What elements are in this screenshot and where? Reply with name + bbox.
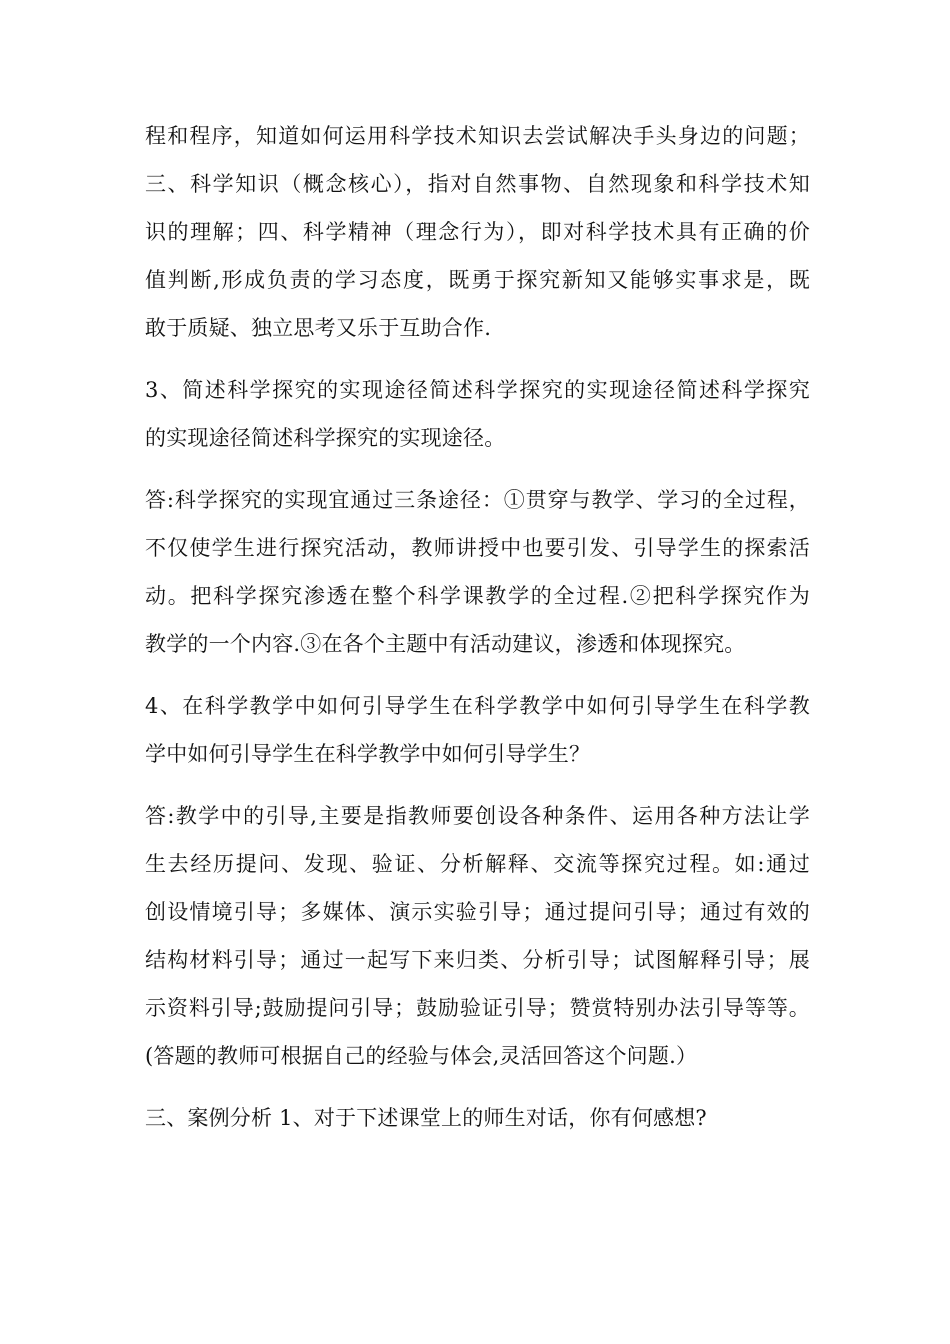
text-line: 敢于质疑、独立思考又乐于互助合作. bbox=[145, 316, 492, 340]
text-line: 识的理解；四、科学精神（理念行为），即对科学技术具有正确的价 bbox=[145, 220, 810, 244]
text-line: (答题的教师可根据自己的经验与体会,灵活回答这个问题.） bbox=[145, 1044, 698, 1068]
text-line: 的实现途径简述科学探究的实现途径。 bbox=[145, 426, 506, 450]
text-line: 动。把科学探究渗透在整个科学课教学的全过程.②把科学探究作为 bbox=[145, 584, 810, 608]
document-body bbox=[145, 112, 810, 1142]
section-case-analysis bbox=[145, 1094, 810, 1142]
text-line: 4、在科学教学中如何引导学生在科学教学中如何引导学生在科学教 bbox=[145, 694, 810, 718]
text-line: 创设情境引导；多媒体、演示实验引导；通过提问引导；通过有效的 bbox=[145, 900, 810, 924]
text-line: 三、案例分析 1、对于下述课堂上的师生对话，你有何感想? bbox=[145, 1106, 707, 1130]
text-line: 示资料引导;鼓励提问引导；鼓励验证引导；赞赏特别办法引导等等。 bbox=[145, 996, 810, 1020]
text-line: 教学的一个内容.③在各个主题中有活动建议，渗透和体现探究。 bbox=[145, 632, 746, 656]
text-line: 学中如何引导学生在科学教学中如何引导学生？ bbox=[145, 742, 591, 766]
text-line: 三、科学知识（概念核心），指对自然事物、自然现象和科学技术知 bbox=[145, 172, 810, 196]
answer-3 bbox=[145, 476, 810, 668]
text-line: 生去经历提问、发现、验证、分析解释、交流等探究过程。如:通过 bbox=[145, 852, 810, 876]
text-line: 结构材料引导；通过一起写下来归类、分析引导；试图解释引导；展 bbox=[145, 948, 810, 972]
answer-4 bbox=[145, 792, 810, 1080]
question-3 bbox=[145, 366, 810, 462]
question-4 bbox=[145, 682, 810, 778]
text-line: 程和程序，知道如何运用科学技术知识去尝试解决手头身边的问题； bbox=[145, 124, 810, 148]
text-line: 值判断,形成负责的学习态度，既勇于探究新知又能够实事求是，既 bbox=[145, 268, 810, 292]
text-line: 答:科学探究的实现宜通过三条途径：①贯穿与教学、学习的全过程， bbox=[145, 488, 810, 512]
paragraph-science-literacy bbox=[145, 112, 810, 352]
text-line: 3、简述科学探究的实现途径简述科学探究的实现途径简述科学探究 bbox=[145, 378, 810, 402]
text-line: 答:教学中的引导,主要是指教师要创设各种条件、运用各种方法让学 bbox=[145, 804, 810, 828]
text-line: 不仅使学生进行探究活动，教师讲授中也要引发、引导学生的探索活 bbox=[145, 536, 810, 560]
